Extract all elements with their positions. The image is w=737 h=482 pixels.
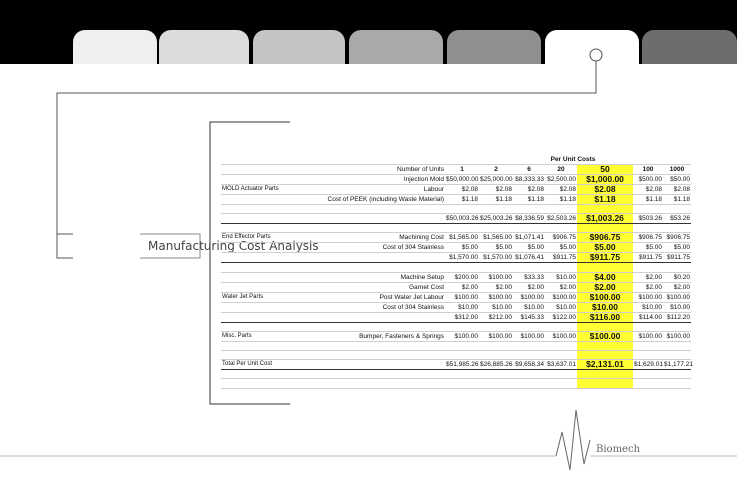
row-label: Machining Cost	[289, 233, 445, 243]
row-group	[221, 341, 289, 350]
cell-value	[445, 205, 479, 214]
table-row	[221, 224, 691, 233]
cell-value	[479, 370, 513, 379]
table-row	[221, 312, 691, 322]
cell-value: $3,637.01	[545, 360, 577, 370]
cell-value	[479, 350, 513, 359]
cell-value: $100.00	[513, 331, 545, 341]
table-row	[221, 341, 691, 350]
cell-value: $1,629.01	[634, 361, 663, 369]
cell-value	[513, 379, 545, 388]
cell-value	[633, 205, 663, 214]
cell-value	[577, 370, 633, 379]
cell-value	[513, 322, 545, 331]
cell-value: $5.00	[445, 243, 479, 253]
heartbeat-icon	[556, 410, 590, 470]
row-label: Garnet Cost	[289, 282, 445, 292]
cell-value: $100.00	[663, 292, 691, 302]
row-group	[221, 195, 289, 205]
table-row	[221, 292, 691, 302]
cell-value	[545, 350, 577, 359]
cell-value: $906.75	[545, 233, 577, 243]
table-row	[221, 195, 691, 205]
super-header: Per Unit Costs	[513, 155, 633, 165]
cell-value: $2,500.00	[545, 175, 577, 185]
cell-value: $5.00	[479, 243, 513, 253]
cell-value	[633, 263, 663, 272]
row-label: Post Water Jet Labour	[289, 292, 445, 302]
cell-value	[663, 263, 691, 272]
cell-value	[545, 205, 577, 214]
cell-value: $100.00	[663, 331, 691, 341]
unit-header: 2	[479, 165, 513, 175]
cell-value: $5.00	[633, 243, 663, 253]
row-label	[289, 205, 445, 214]
cell-value	[445, 350, 479, 359]
cell-value: $1,565.00	[445, 233, 479, 243]
row-label: Machine Setup	[289, 272, 445, 282]
table-row	[221, 243, 691, 253]
cell-value: $2.08	[545, 185, 577, 195]
cell-value: $1.18	[445, 195, 479, 205]
row-group	[221, 175, 289, 185]
cell-value	[513, 263, 545, 272]
cell-value	[445, 341, 479, 350]
cell-value: $503.26	[633, 214, 663, 224]
cell-value: $100.00	[479, 331, 513, 341]
cell-value: $33.33	[513, 272, 545, 282]
cell-value	[577, 379, 633, 388]
cell-value: $911.75	[577, 253, 633, 263]
cell-value: $5.00	[663, 243, 691, 253]
cell-value	[479, 322, 513, 331]
cell-value: $2.08	[513, 185, 545, 195]
cell-value	[577, 263, 633, 272]
cell-value	[633, 370, 663, 379]
cost-table	[221, 155, 691, 389]
row-group	[221, 214, 289, 224]
cell-value: $2,131.01	[577, 360, 633, 370]
cell-value: $911.75	[545, 253, 577, 263]
cell-value: $2.00	[633, 282, 663, 292]
row-label	[289, 224, 445, 233]
cell-value	[633, 379, 663, 388]
row-label	[289, 263, 445, 272]
row-label: Injection Mold	[289, 175, 445, 185]
cell-value	[513, 350, 545, 359]
cell-value: $500.00	[633, 175, 663, 185]
cell-value: $145.33	[513, 312, 545, 322]
table-row	[221, 233, 691, 243]
row-group	[221, 350, 289, 359]
cell-value	[633, 224, 663, 233]
cell-value: $10.00	[663, 302, 691, 312]
cell-value: $100.00	[545, 292, 577, 302]
row-label: Cost of PEEK (including Waste Material)	[289, 195, 445, 205]
cell-value: $1.18	[513, 195, 545, 205]
row-group: Total Per Unit Cost	[221, 360, 445, 370]
cell-value: $1.18	[663, 195, 691, 205]
cell-value: $906.75	[663, 233, 691, 243]
cell-value: $2.00	[663, 282, 691, 292]
cell-value: $200.00	[445, 272, 479, 282]
cell-value: $2.08	[445, 185, 479, 195]
cell-value: $1,003.26	[577, 214, 633, 224]
cell-value: $312.00	[445, 312, 479, 322]
cell-value: $5.00	[513, 243, 545, 253]
cell-value: $53.26	[663, 214, 691, 224]
cell-value: $1,076.41	[513, 253, 545, 263]
cell-value	[479, 263, 513, 272]
cell-value: $4.00	[577, 272, 633, 282]
cell-value: $911.75	[663, 253, 691, 263]
cell-value: $10.00	[633, 302, 663, 312]
cell-value: $10.00	[545, 272, 577, 282]
cell-value: $2.00	[633, 272, 663, 282]
cell-value	[479, 379, 513, 388]
cell-value: $2,503.26	[545, 214, 577, 224]
cell-value: $112.20	[663, 312, 691, 322]
units-label: Number of Units	[289, 165, 445, 175]
cell-value: $1.18	[633, 195, 663, 205]
table-row	[221, 370, 691, 379]
cell-value: $114.00	[633, 312, 663, 322]
cell-value: $25,000.00	[480, 176, 513, 183]
table-row	[221, 263, 691, 272]
cell-value: $10.00	[545, 302, 577, 312]
left-bracket	[57, 234, 73, 258]
cell-value	[545, 322, 577, 331]
row-group: Water Jet Parts	[221, 292, 289, 302]
row-group	[221, 272, 289, 282]
table-row	[221, 253, 691, 263]
cell-value: $25,003.26	[480, 215, 513, 223]
cell-value: $906.75	[633, 233, 663, 243]
cost-spreadsheet	[221, 155, 693, 383]
row-label	[289, 370, 445, 379]
cell-value: $100.00	[633, 331, 663, 341]
cell-value	[663, 224, 691, 233]
cell-value	[513, 370, 545, 379]
row-group	[221, 263, 289, 272]
cell-value: $10.00	[577, 302, 633, 312]
cell-value	[479, 224, 513, 233]
cell-value	[633, 341, 663, 350]
cell-value	[663, 379, 691, 388]
table-row	[221, 282, 691, 292]
cell-value: $2.00	[479, 282, 513, 292]
cell-value: $2.08	[577, 185, 633, 195]
cell-value	[513, 341, 545, 350]
table-row	[221, 322, 691, 331]
cell-value	[513, 205, 545, 214]
cell-value: $8,336.59	[513, 214, 545, 224]
cell-value	[445, 224, 479, 233]
table-row	[221, 175, 691, 185]
row-group	[221, 205, 289, 214]
unit-header: 1000	[663, 165, 691, 175]
row-label	[289, 379, 445, 388]
cell-value: $100.00	[445, 331, 479, 341]
cell-value: $50.00	[663, 175, 691, 185]
row-label	[289, 214, 445, 224]
cell-value	[545, 370, 577, 379]
row-group	[221, 312, 289, 322]
cell-value: $100.00	[545, 331, 577, 341]
cell-value: $1.18	[577, 195, 633, 205]
cell-value	[577, 341, 633, 350]
cell-value: $2.00	[445, 282, 479, 292]
row-group: End Effector Parts	[221, 233, 289, 243]
cell-value: $51,985.26	[446, 361, 479, 369]
cell-value: $2.08	[633, 185, 663, 195]
cell-value: $0.20	[663, 272, 691, 282]
cell-value: $5.00	[577, 243, 633, 253]
table-row	[221, 379, 691, 388]
cell-value: $100.00	[633, 292, 663, 302]
cell-value: $100.00	[513, 292, 545, 302]
cell-value	[545, 341, 577, 350]
cell-value: $10.00	[445, 302, 479, 312]
cell-value	[445, 322, 479, 331]
cell-value: $2.00	[545, 282, 577, 292]
unit-header: 100	[633, 165, 663, 175]
row-label	[289, 312, 445, 322]
cell-value	[445, 379, 479, 388]
row-label	[289, 350, 445, 359]
row-label	[289, 322, 445, 331]
row-group	[221, 322, 289, 331]
cell-value: $1.18	[545, 195, 577, 205]
row-group	[221, 379, 289, 388]
cell-value: $1,177.21	[664, 361, 693, 369]
cell-value	[545, 263, 577, 272]
connector-node-icon	[590, 49, 602, 61]
row-label: Labour	[289, 185, 445, 195]
cell-value: $10.00	[479, 302, 513, 312]
cell-value: $1,570.00	[445, 253, 479, 263]
cell-value: $8,333.33	[513, 175, 545, 185]
cell-value	[663, 341, 691, 350]
table-row	[221, 331, 691, 341]
row-group	[221, 224, 289, 233]
cell-value	[513, 224, 545, 233]
cell-value: $1,000.00	[577, 175, 633, 185]
cell-value: $100.00	[479, 292, 513, 302]
cell-value	[663, 350, 691, 359]
cell-value	[663, 322, 691, 331]
table-row	[221, 214, 691, 224]
row-group: Misc. Parts	[221, 331, 289, 341]
cell-value: $50,003.26	[446, 215, 479, 223]
row-group	[221, 370, 289, 379]
cell-value: $26,885.26	[480, 361, 513, 369]
cell-value	[577, 322, 633, 331]
row-label: Cost of 304 Stainless	[289, 243, 445, 253]
row-group	[221, 282, 289, 292]
cell-value	[633, 322, 663, 331]
row-group	[221, 302, 289, 312]
cell-value	[633, 350, 663, 359]
cell-value: $10.00	[513, 302, 545, 312]
cell-value: $2.08	[663, 185, 691, 195]
table-row	[221, 185, 691, 195]
unit-header: 1	[445, 165, 479, 175]
cell-value	[663, 370, 691, 379]
cell-value: $122.00	[545, 312, 577, 322]
brand-name: Biomech	[596, 444, 641, 455]
cell-value: $100.00	[479, 272, 513, 282]
cell-value	[479, 205, 513, 214]
cell-value: $5.00	[545, 243, 577, 253]
cell-value: $1.18	[479, 195, 513, 205]
table-header-row	[221, 165, 691, 175]
cell-value: $911.75	[633, 253, 663, 263]
row-label	[289, 341, 445, 350]
cell-value: $906.75	[577, 233, 633, 243]
cell-value: $1,570.00	[479, 253, 513, 263]
table-super-header-row	[221, 155, 691, 165]
row-group: MOLD Actuator Parts	[221, 185, 289, 195]
cell-value: $1,565.00	[479, 233, 513, 243]
cell-value: $2.00	[513, 282, 545, 292]
row-label: Bumper, Fasteners & Springs	[289, 331, 445, 341]
row-label: Cost of 304 Stainless	[289, 302, 445, 312]
cell-value	[663, 205, 691, 214]
cell-value	[545, 224, 577, 233]
unit-header: 50	[577, 165, 633, 175]
cell-value: $100.00	[577, 292, 633, 302]
cell-value: $116.00	[577, 312, 633, 322]
table-row	[221, 302, 691, 312]
row-label	[289, 253, 445, 263]
table-row	[221, 272, 691, 282]
cell-value: $100.00	[577, 331, 633, 341]
cell-value: $1,071.41	[513, 233, 545, 243]
row-group	[221, 253, 289, 263]
cell-value	[479, 341, 513, 350]
row-group	[221, 243, 289, 253]
cell-value	[445, 263, 479, 272]
unit-header: 20	[545, 165, 577, 175]
cell-value: $9,658.34	[513, 360, 545, 370]
unit-header: 6	[513, 165, 545, 175]
cell-value	[545, 379, 577, 388]
cell-value: $2.08	[479, 185, 513, 195]
cell-value: $2.00	[577, 282, 633, 292]
cell-value: $100.00	[445, 292, 479, 302]
cell-value: $212.00	[479, 312, 513, 322]
cell-value: $50,000.00	[446, 176, 479, 183]
table-row	[221, 360, 691, 370]
cell-value	[445, 370, 479, 379]
slide-title: Manufacturing Cost Analysis	[148, 239, 319, 253]
